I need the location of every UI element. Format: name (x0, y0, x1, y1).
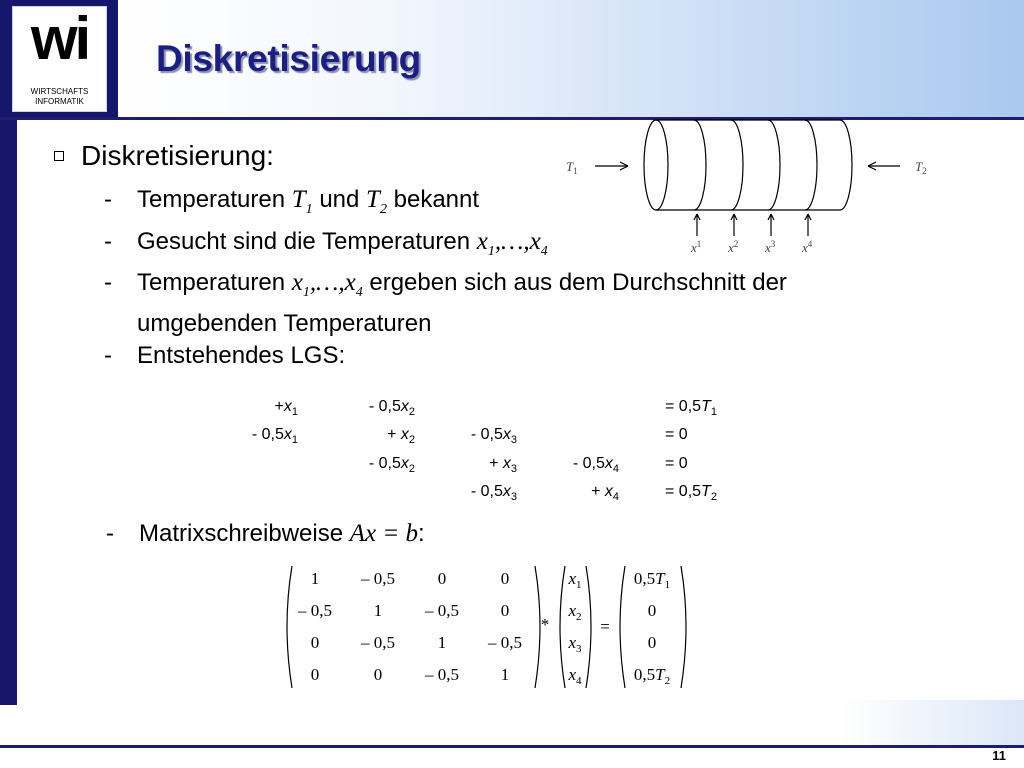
paren-x-left (560, 566, 565, 688)
paren-b-right (681, 566, 686, 688)
label-t1: $T_1$ (566, 159, 578, 176)
matrix-a-cell: 1 (437, 633, 447, 652)
matrix-a-cell: 0 (373, 665, 383, 684)
lgs-cell: - $0,5x_4$ (572, 455, 619, 476)
lgs-cell: = 0 (665, 426, 688, 443)
lgs-cell: - $0,5x_2$ (368, 398, 415, 419)
matrix-a-cell: 0 (437, 569, 447, 588)
bullet-temperatures-sought: - Gesucht sind die Temperaturen $x_1,\dots,x_4$ (104, 228, 548, 259)
page-number: 11 (992, 748, 1006, 763)
lgs-cell: + $x_3$ (489, 455, 517, 476)
paren-b-left (620, 566, 625, 688)
bullet-temperatures-known: - Temperaturen $T_1$ und $T_2$ bekannt (104, 186, 480, 217)
matrix-a-cell: 1 (310, 569, 320, 588)
lgs-cell: = $0,5T_1$ (665, 398, 717, 419)
matrix-a-cell: – 0,5 (425, 665, 459, 684)
paren-a-left (287, 566, 292, 688)
bullet-heading: Diskretisierung: (54, 140, 274, 172)
matrix-a-cell: – 0,5 (488, 633, 522, 652)
vector-b-cell: 0 (647, 633, 657, 652)
multiply-sign: * (540, 615, 550, 634)
matrix-equation (280, 562, 700, 692)
bullet-lgs: - Entstehendes LGS: (104, 342, 346, 369)
footer-background (840, 700, 1024, 746)
lgs-cell: - $0,5x_2$ (368, 455, 415, 476)
logo-letters: wi (30, 5, 89, 72)
logo (0, 0, 118, 118)
bullet-matrix-notation: - Matrixschreibweise Ax = b: (106, 520, 425, 547)
vector-x-cell: $x_2$ (568, 601, 582, 623)
linear-equation-system (225, 393, 765, 508)
matrix-a-cell: – 0,5 (361, 569, 395, 588)
matrix-a-cell: 0 (310, 665, 320, 684)
cylinder-section (694, 120, 706, 210)
lgs-cell: $+x_1$ (274, 398, 298, 419)
cylinder-diagram (560, 118, 960, 260)
cylinder-section (768, 120, 780, 210)
label-x3: $x^3$ (765, 239, 776, 255)
label-x4: $x^4$ (802, 239, 813, 255)
lgs-cell: = 0 (665, 455, 688, 472)
cylinder-section (805, 120, 817, 210)
bullet-temperatures-average: - Temperaturen $x_1,\dots,x_4$ ergeben sich aus dem Durchschnitt der umgebenden Temperaturen (104, 269, 787, 337)
cylinder-end-right (840, 120, 852, 210)
vector-b-cell: $0,5T_1$ (633, 569, 671, 591)
footer-divider (0, 745, 1024, 748)
matrix-a-cell: – 0,5 (298, 601, 332, 620)
dash-bullet-icon: - (104, 269, 112, 296)
dash-bullet-icon: - (104, 342, 112, 369)
vector-b-cell: 0 (647, 601, 657, 620)
matrix-a-cell: – 0,5 (361, 633, 395, 652)
matrix-a-cell: 0 (500, 569, 510, 588)
lgs-cell: - $0,5x_1$ (251, 426, 298, 447)
label-x2: $x^2$ (728, 239, 739, 255)
equals-sign: = (600, 617, 610, 636)
matrix-a-cell: 1 (500, 665, 510, 684)
square-bullet-icon (54, 151, 64, 161)
dash-bullet-icon: - (104, 228, 112, 255)
matrix-a-cell: 0 (500, 601, 510, 620)
lgs-cell: - $0,5x_3$ (470, 426, 517, 447)
paren-a-right (535, 566, 540, 688)
matrix-a-cell: 0 (310, 633, 320, 652)
matrix-a-cell: 1 (373, 601, 383, 620)
lgs-cell: - $0,5x_3$ (470, 483, 517, 504)
label-x1: $x^1$ (691, 239, 702, 255)
cylinder-end-left (644, 120, 668, 210)
vector-b-cell: $0,5T_2$ (633, 665, 671, 687)
lgs-cell: = $0,5T_2$ (665, 483, 717, 504)
lgs-cell: + $x_2$ (387, 426, 415, 447)
logo-caption: WIRTSCHAFTS INFORMATIK (30, 87, 89, 106)
lgs-cell: + $x_4$ (591, 483, 619, 504)
paren-x-right (586, 566, 591, 688)
slide-title: Diskretisierung (156, 38, 421, 79)
label-t2: $T_2$ (915, 159, 927, 176)
matrix-a-cell: – 0,5 (425, 601, 459, 620)
dash-bullet-icon: - (104, 186, 112, 213)
vector-x-cell: $x_3$ (568, 633, 582, 655)
vector-x-cell: $x_4$ (568, 665, 582, 687)
vector-x-cell: $x_1$ (568, 569, 582, 591)
dash-bullet-icon: - (106, 520, 114, 547)
cylinder-section (731, 120, 743, 210)
